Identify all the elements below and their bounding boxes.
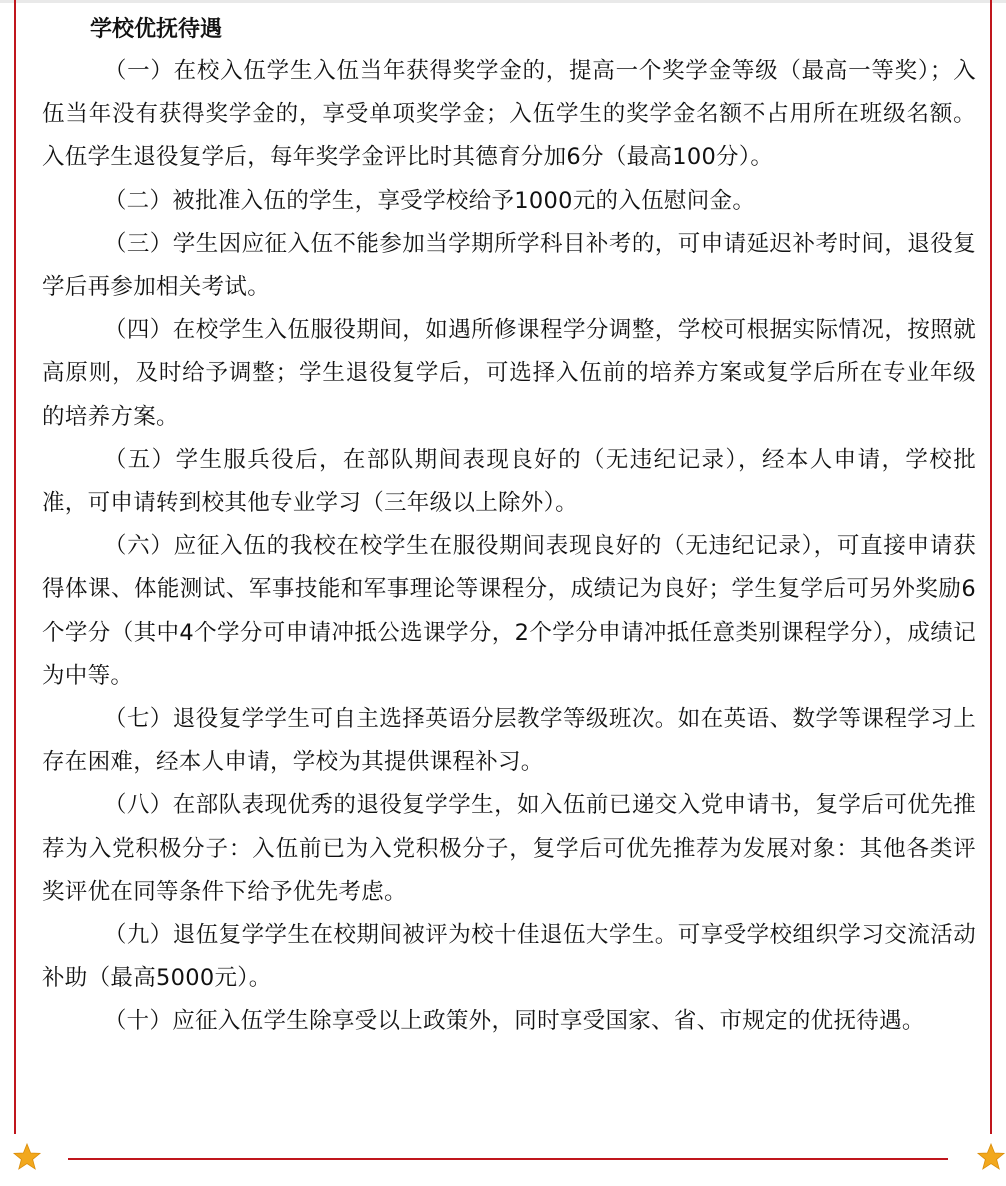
paragraph-8: （八）在部队表现优秀的退役复学学生，如入伍前已递交入党申请书，复学后可优先推荐为入党积极分子：入伍前已为入党积极分子，复学后可优先推荐为发展对象：其他各类评奖评优在同等条件下给予优先考虑。 <box>42 792 976 905</box>
paragraph-6: （六）应征入伍的我校在校学生在服役期间表现良好的（无违纪记录），可直接申请获得体课、体能测试、军事技能和军事理论等课程分，成绩记为良好；学生复学后可另外奖励6个学分（其中4个学分可申请冲抵公选课学分，2个学分申请冲抵任意类别课程学分），成绩记为中等。 <box>42 533 976 689</box>
paragraph-9: （九）退伍复学学生在校期间被评为校十佳退伍大学生。可享受学校组织学习交流活动补助（最高5000元）。 <box>42 922 976 992</box>
paragraph-4: （四）在校学生入伍服役期间，如遇所修课程学分调整，学校可根据实际情况，按照就高原则，及时给予调整；学生退役复学后，可选择入伍前的培养方案或复学后所在专业年级的培养方案。 <box>42 317 976 430</box>
bottom-divider-line <box>68 1158 948 1160</box>
left-border-line <box>14 0 16 1134</box>
paragraph-3: （三）学生因应征入伍不能参加当学期所学科目补考的，可申请延迟补考时间，退役复学后再参加相关考试。 <box>42 230 976 301</box>
paragraph-5: （五）学生服兵役后，在部队期间表现良好的（无违纪记录），经本人申请，学校批准，可申请转到校其他专业学习（三年级以上除外）。 <box>42 446 976 517</box>
paragraph-10: （十）应征入伍学生除享受以上政策外，同时享受国家、省、市规定的优抚待遇。 <box>103 1008 925 1035</box>
star-icon <box>976 1142 1006 1172</box>
paragraph-1: （一）在校入伍学生入伍当年获得奖学金的，提高一个奖学金等级（最高一等奖）；入伍当年没有获得奖学金的，享受单项奖学金；入伍学生的奖学金名额不占用所在班级名额。入伍学生退役复学后，每年奖学金评比时其德育分加6分（最高100分）。 <box>42 58 976 171</box>
section-heading: 学校优抚待遇 <box>90 17 223 42</box>
star-icon <box>12 1142 42 1172</box>
right-border-line <box>990 0 992 1134</box>
paragraph-7: （七）退役复学学生可自主选择英语分层教学等级班次。如在英语、数学等课程学习上存在困难，经本人申请，学校为其提供课程补习。 <box>42 706 976 776</box>
article-body <box>42 10 976 1044</box>
paragraph-2: （二）被批准入伍的学生，享受学校给予1000元的入伍慰问金。 <box>103 187 756 214</box>
top-rule <box>0 0 1006 3</box>
